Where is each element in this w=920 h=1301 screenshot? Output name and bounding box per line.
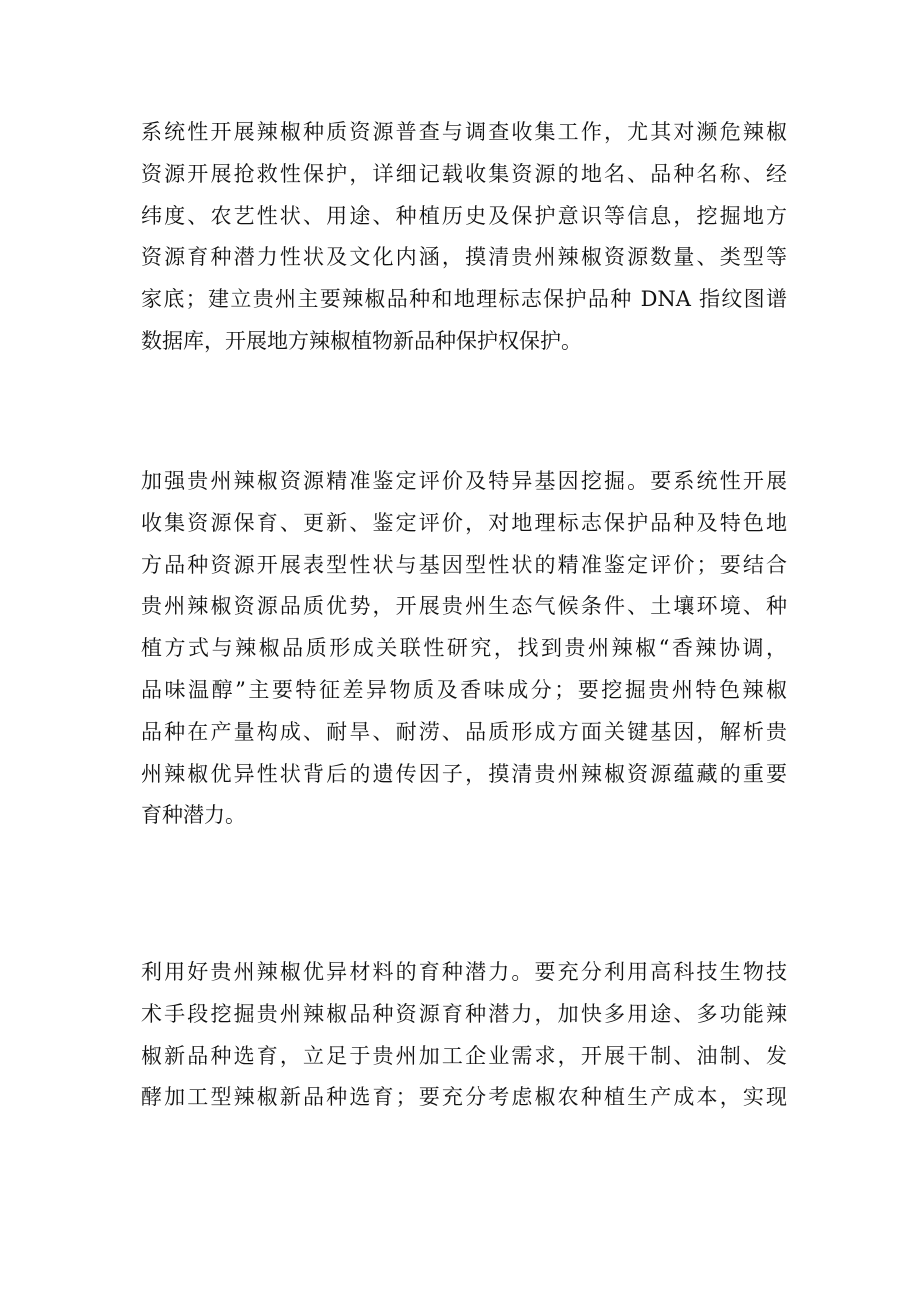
- text-line: 植方式与辣椒品质形成关联性研究，找到贵州辣椒“香辣协调，: [141, 636, 787, 661]
- text-line: 椒新品种选育，立足于贵州加工企业需求，开展干制、油制、发: [141, 1043, 787, 1068]
- text-line: 加强贵州辣椒资源精准鉴定评价及特异基因挖掘。要系统性开展: [141, 469, 787, 493]
- text-line: 品种在产量构成、耐旱、耐涝、品质形成方面关键基因，解析贵: [141, 719, 787, 744]
- text-line: 家底；建立贵州主要辣椒品种和地理标志保护品种 DNA 指纹图谱: [141, 287, 787, 312]
- paragraph-precise-evaluation: [141, 461, 787, 837]
- text-line: 州辣椒优异性状背后的遗传因子，摸清贵州辣椒资源蕴藏的重要: [141, 761, 787, 786]
- text-line: 贵州辣椒资源品质优势，开展贵州生态气候条件、土壤环境、种: [141, 594, 787, 619]
- text-line: 系统性开展辣椒种质资源普查与调查收集工作，尤其对濒危辣椒: [141, 120, 787, 144]
- text-line: 方品种资源开展表型性状与基因型性状的精准鉴定评价；要结合: [141, 552, 787, 577]
- text-line: 育种潜力。: [141, 803, 246, 828]
- text-line: 利用好贵州辣椒优异材料的育种潜力。要充分利用高科技生物技: [141, 960, 787, 984]
- text-line: 酵加工型辣椒新品种选育；要充分考虑椒农种植生产成本，实现: [141, 1085, 787, 1110]
- text-line: 资源开展抢救性保护，详细记载收集资源的地名、品种名称、经: [141, 161, 787, 186]
- text-line: 纬度、农艺性状、用途、种植历史及保护意识等信息，挖掘地方: [141, 203, 787, 228]
- text-line: 术手段挖掘贵州辣椒品种资源育种潜力，加快多用途、多功能辣: [141, 1001, 787, 1026]
- paragraph-breeding-potential: [141, 952, 787, 1119]
- text-line: 品味温醇”主要特征差异物质及香味成分；要挖掘贵州特色辣椒: [141, 677, 787, 702]
- paragraph-germplasm-survey: [141, 112, 787, 363]
- text-line: 收集资源保育、更新、鉴定评价，对地理标志保护品种及特色地: [141, 510, 787, 535]
- text-line: 资源育种潜力性状及文化内涵，摸清贵州辣椒资源数量、类型等: [141, 245, 787, 270]
- text-line: 数据库，开展地方辣椒植物新品种保护权保护。: [141, 328, 582, 353]
